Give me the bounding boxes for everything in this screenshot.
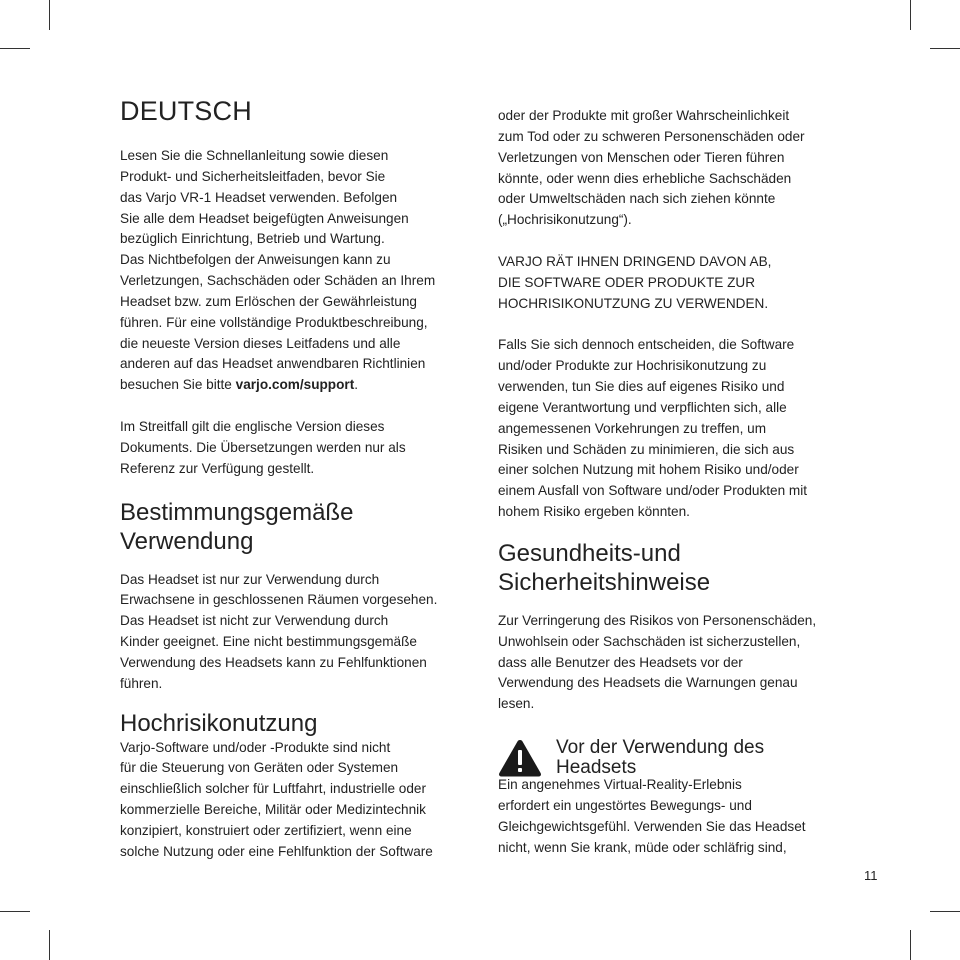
crop-mark [0, 48, 30, 49]
translation-note: Im Streitfall gilt die englische Version dieses Dokuments. Die Übersetzungen werden nur als Referenz zur Verfügung gestellt. [120, 418, 406, 476]
intro-text: Lesen Sie die Schnellanleitung sowie diesen Produkt- und Sicherheitsleitfaden, bevor Sie das Varjo VR-1 Headset verwenden. Befolgen Sie alle dem Headset beigefügten Anweisungen bezüglich Einrichtung, Betrieb und Wartung. Das Nichtbefolgen der Anweisungen kann zu Verletzungen, Sachschäden oder Schäden an Ihrem Headset bzw. zum Erlöschen der Gewährleistung führen. Für eine vollständige Produktbeschreibung, die neueste Version dieses Leitfadens und alle anderen auf das Headset anwendbaren Richtlinien besuchen Sie bitte [120, 148, 436, 393]
crop-mark [49, 0, 50, 30]
support-link[interactable]: varjo.com/support [235, 377, 355, 393]
high-risk-heading: Hochrisikonutzung [120, 709, 318, 737]
crop-mark [930, 48, 960, 49]
before-use-heading: Vor der Verwendung des Headsets [556, 737, 765, 779]
intro-text-end: . [354, 377, 359, 393]
high-risk-warning: VARJO RÄT IHNEN DRINGEND DAVON AB, DIE SOFTWARE ODER PRODUKTE ZUR HOCHRISIKONUTZUNG ZU VERWENDEN. [498, 253, 772, 311]
health-safety-text: Zur Verringerung des Risikos von Personenschäden, Unwohlsein oder Sachschäden ist sicherzustellen, dass alle Benutzer des Headsets vor der Verwendung des Headsets die Warnungen genau lesen. [498, 612, 817, 712]
before-use-text: Ein angenehmes Virtual-Reality-Erlebnis erfordert ein ungestörtes Bewegungs- und Gleichgewichtsgefühl. Verwenden Sie das Headset nicht, wenn Sie krank, müde oder schläfrig sind, [498, 777, 806, 855]
intro-paragraph [120, 146, 476, 396]
high-risk-continued: oder der Produkte mit großer Wahrscheinlichkeit zum Tod oder zu schweren Personenschäden oder Verletzungen von Menschen oder Tieren führen könnte, oder wenn dies erhebliche Sachschäden oder Umweltschäden nach sich ziehen könnte („Hochrisikonutzung“). [498, 108, 805, 228]
left-column [120, 96, 476, 863]
intended-use-heading: Bestimmungsgemäße Verwendung [120, 498, 354, 555]
language-heading: DEUTSCH [120, 96, 252, 126]
crop-mark [910, 930, 911, 960]
health-safety-heading: Gesundheits-und Sicherheitshinweise [498, 539, 711, 596]
crop-mark [49, 930, 50, 960]
right-column [498, 106, 860, 858]
warning-triangle-icon [498, 739, 542, 777]
high-risk-followup: Falls Sie sich dennoch entscheiden, die Software und/oder Produkte zur Hochrisikonutzung zu verwenden, tun Sie dies auf eigenes Risiko und eigene Verantwortung und verpflichten sich, alle angemessenen Vorkehrungen zu treffen, um Risiken und Schäden zu minimieren, die sich aus einer solchen Nutzung mit hohem Risiko und/oder einem Ausfall von Software und/oder Produkten mit hohem Risiko ergeben könnten. [498, 337, 808, 520]
crop-mark [930, 911, 960, 912]
crop-mark [910, 0, 911, 30]
before-use-header [498, 737, 860, 779]
high-risk-text: Varjo-Software und/oder -Produkte sind nicht für die Steuerung von Geräten oder Systemen einschließlich solcher für Luftfahrt, industrielle oder kommerzielle Bereiche, Militär oder Medizintechnik konzipiert, konstruiert oder zertifiziert, wenn eine solche Nutzung oder eine Fehlfunktion der Software [120, 739, 433, 859]
crop-mark [0, 911, 30, 912]
page-number: 11 [864, 868, 878, 883]
intended-use-text: Das Headset ist nur zur Verwendung durch Erwachsene in geschlossenen Räumen vorgesehen. Das Headset ist nicht zur Verwendung durch Kinder geeignet. Eine nicht bestimmungsgemäße Verwendung des Headsets kann zu Fehlfunktionen führen. [120, 571, 438, 691]
